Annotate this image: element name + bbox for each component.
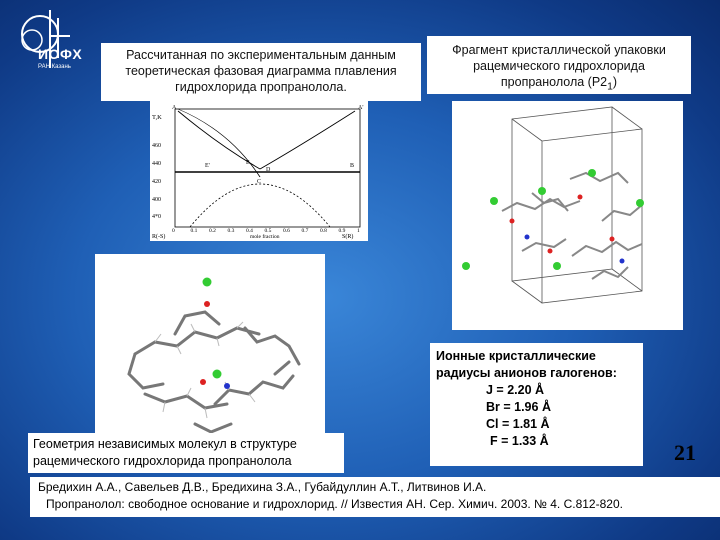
chlorine-atom bbox=[636, 199, 644, 207]
ionic-radius-chlorine: Cl = 1.81 Å bbox=[486, 417, 550, 431]
institute-logo bbox=[10, 8, 90, 73]
chlorine-atom bbox=[213, 370, 222, 379]
oxygen-atom bbox=[200, 379, 206, 385]
ionic-radius-bromine: Br = 1.96 Å bbox=[486, 400, 551, 414]
phase-diagram-plot bbox=[150, 101, 368, 241]
phase-diagram bbox=[150, 101, 368, 241]
y-tick: 4*0 bbox=[152, 214, 161, 220]
slide-number: 21 bbox=[674, 440, 696, 465]
x-tick: 0.3 bbox=[227, 228, 235, 234]
nitrogen-atom bbox=[620, 259, 625, 264]
geometry-caption bbox=[28, 433, 344, 473]
point-label-d: D bbox=[266, 167, 271, 173]
packing-caption-end: ) bbox=[612, 75, 618, 89]
x-tick: 0.1 bbox=[190, 228, 198, 234]
x-tick: 1 bbox=[357, 228, 360, 234]
logo-subtext: РАН Казань bbox=[38, 64, 71, 70]
ionic-radii-box bbox=[430, 343, 643, 466]
chlorine-atom bbox=[588, 169, 596, 177]
y-tick: 400 bbox=[152, 197, 161, 203]
chlorine-atom bbox=[462, 262, 470, 270]
x-tick: 0.2 bbox=[209, 228, 216, 234]
chlorine-atom bbox=[538, 187, 546, 195]
point-label-e-prime: E' bbox=[205, 163, 210, 169]
phase-diagram-caption bbox=[101, 43, 421, 101]
oxygen-atom bbox=[548, 249, 553, 254]
packing-caption-text: Фрагмент кристаллической упаковки рацемического гидрохлорида пропранолола (P2 bbox=[452, 43, 666, 89]
liquidus-right-curve bbox=[260, 111, 355, 169]
solidus-dotted bbox=[190, 184, 330, 227]
oxygen-atom bbox=[610, 237, 615, 242]
oxygen-atom bbox=[510, 219, 515, 224]
y-tick: 420 bbox=[152, 179, 161, 185]
crystal-packing-drawing bbox=[452, 101, 683, 330]
point-label-b: B bbox=[350, 163, 355, 169]
x-tick: 0.4 bbox=[246, 228, 253, 234]
logo-text: ИОФХ bbox=[38, 46, 83, 62]
oxygen-atom bbox=[578, 195, 583, 200]
x-tick: 0.9 bbox=[338, 228, 346, 234]
ionic-radius-iodine: J = 2.20 Å bbox=[486, 383, 545, 397]
x-axis-label: mole fraction bbox=[250, 234, 280, 240]
chlorine-atom bbox=[553, 262, 561, 270]
point-label-e: E bbox=[246, 160, 250, 166]
point-label-c: C bbox=[257, 179, 262, 185]
x-tick: 0 bbox=[172, 228, 175, 234]
point-label-a-prime: A' bbox=[358, 105, 364, 111]
phase-diagram-caption-text: Рассчитанная по экспериментальным данным теоретическая фазовая диаграмма плавления гидрохлорида пропранолола. bbox=[125, 48, 397, 94]
point-label-a: A bbox=[172, 105, 177, 111]
reference-authors: Бредихин А.А., Савельев Д.В., Бредихина З.А., Губайдуллин А.Т., Литвинов И.А. bbox=[38, 480, 487, 494]
crystal-packing-figure bbox=[452, 101, 683, 330]
y-tick: 440 bbox=[152, 161, 161, 167]
reference-source: Пропранолол: свободное основание и гидрохлорид. // Известия АН. Сер. Химич. 2003. № 4. С.812-820. bbox=[46, 497, 623, 511]
left-axis-label: R(-S) bbox=[152, 234, 166, 240]
nitrogen-atom bbox=[224, 383, 230, 389]
ionic-radii-title: Ионные кристаллические радиусы анионов галогенов: bbox=[436, 349, 617, 380]
chlorine-atom bbox=[203, 278, 212, 287]
x-tick: 0.8 bbox=[320, 228, 327, 234]
reference-citation bbox=[30, 477, 720, 517]
y-tick: 460 bbox=[152, 143, 161, 149]
atoms bbox=[462, 169, 644, 270]
ionic-radius-fluorine: F = 1.33 Å bbox=[490, 434, 549, 448]
y-axis-label: T,K bbox=[152, 114, 162, 121]
x-tick: 0.5 bbox=[264, 228, 272, 234]
right-axis-label: S(R) bbox=[342, 234, 354, 240]
packing-caption bbox=[427, 36, 691, 94]
nitrogen-atom bbox=[525, 235, 530, 240]
oxygen-atom bbox=[204, 301, 210, 307]
chlorine-atom bbox=[490, 197, 498, 205]
geometry-caption-text: Геометрия независимых молекул в структуре рацемического гидрохлорида пропранолола bbox=[33, 437, 297, 468]
packing-caption-subscript: 1 bbox=[607, 81, 613, 93]
x-tick: 0.7 bbox=[301, 228, 309, 234]
x-tick: 0.6 bbox=[283, 228, 290, 234]
